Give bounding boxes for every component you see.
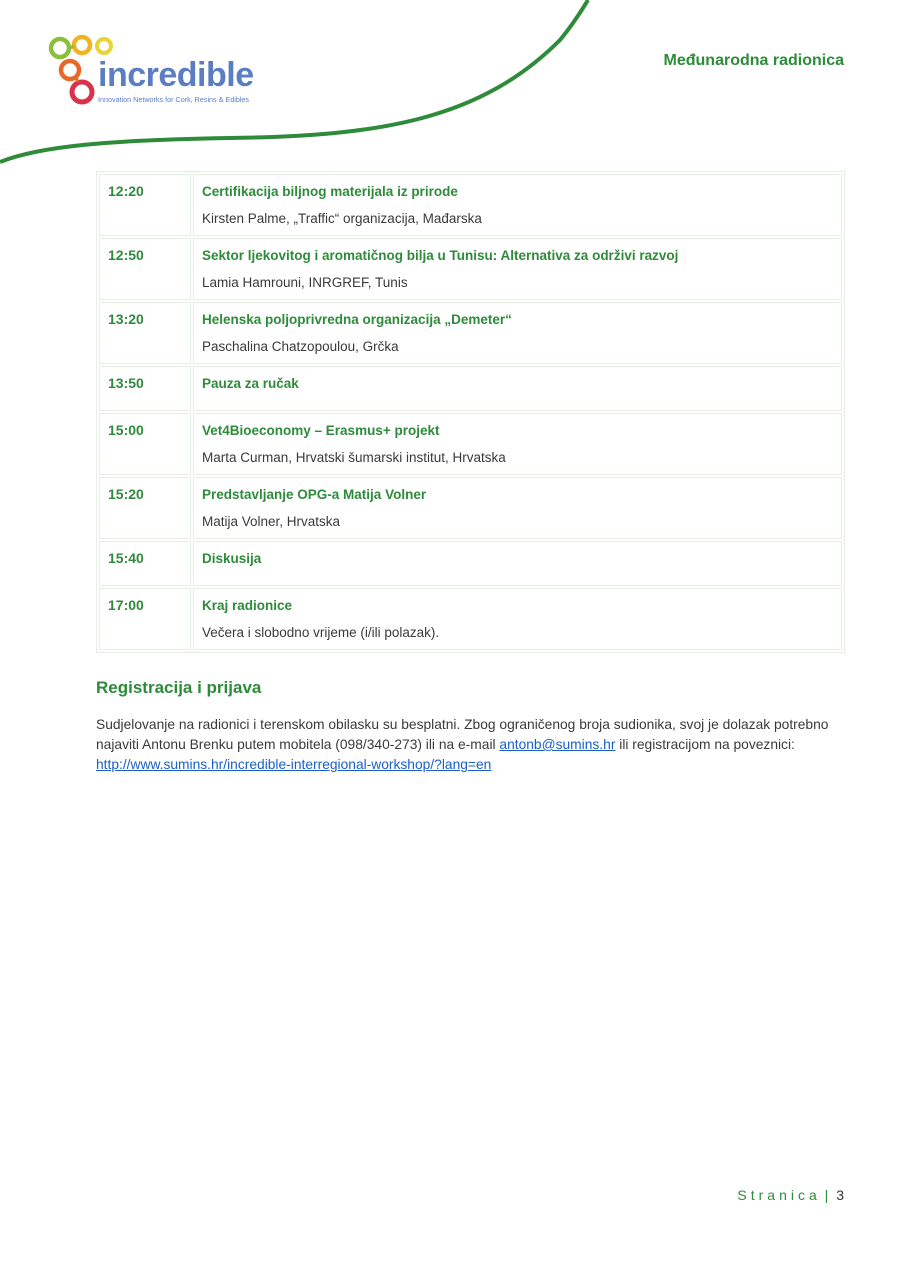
session-title: Kraj radionice (202, 598, 293, 613)
schedule-row (99, 413, 842, 475)
schedule-time: 12:50 (99, 238, 191, 300)
schedule-time: 13:20 (99, 302, 191, 364)
schedule-details (193, 541, 842, 586)
page-separator: | (824, 1187, 829, 1203)
schedule-details (193, 366, 842, 411)
session-title: Predstavljanje OPG-a Matija Volner (202, 487, 427, 502)
session-title: Helenska poljoprivredna organizacija „Demeter“ (202, 312, 512, 327)
schedule-time: 15:00 (99, 413, 191, 475)
page-footer (737, 1187, 844, 1203)
session-speaker: Marta Curman, Hrvatski šumarski institut, Hrvatska (202, 450, 506, 465)
session-speaker: Lamia Hamrouni, INRGREF, Tunis (202, 275, 408, 290)
schedule-time: 15:20 (99, 477, 191, 539)
schedule-time: 15:40 (99, 541, 191, 586)
schedule-row (99, 238, 842, 300)
logo-tagline: Innovation Networks for Cork, Resins & Edibles (98, 95, 250, 104)
registration-text-continued: ili registracijom na poveznici: (615, 737, 795, 752)
schedule-details (193, 174, 842, 236)
schedule-row (99, 366, 842, 411)
schedule-time: 12:20 (99, 174, 191, 236)
schedule-details (193, 302, 842, 364)
page-number: 3 (836, 1187, 844, 1203)
schedule-time: 13:50 (99, 366, 191, 411)
schedule-row (99, 541, 842, 586)
registration-paragraph (96, 715, 846, 775)
registration-heading: Registracija i prijava (96, 678, 262, 697)
schedule-details (193, 413, 842, 475)
session-title: Vet4Bioeconomy – Erasmus+ projekt (202, 423, 440, 438)
page-header-title: Međunarodna radionica (663, 52, 844, 69)
session-title: Sektor ljekovitog i aromatičnog bilja u Tunisu: Alternativa za održivi razvoj (202, 248, 679, 263)
session-speaker: Matija Volner, Hrvatska (202, 514, 341, 529)
session-title: Diskusija (202, 551, 262, 566)
schedule-row (99, 477, 842, 539)
session-speaker: Paschalina Chatzopoulou, Grčka (202, 339, 399, 354)
session-title: Certifikacija biljnog materijala iz prirode (202, 184, 458, 199)
session-title: Pauza za ručak (202, 376, 299, 391)
registration-text: Sudjelovanje na radionici i terenskom obilasku su besplatni. Zbog ograničenog broja sudionika, svoj je dolazak potrebno najaviti Antonu Brenku putem mobitela (098/340-273) ili na e-mail (96, 717, 829, 752)
schedule-time: 17:00 (99, 588, 191, 650)
email-link[interactable]: antonb@sumins.hr (499, 737, 616, 752)
registration-url-link[interactable]: http://www.sumins.hr/incredible-interregional-workshop/?lang=en (96, 757, 492, 772)
session-speaker: Večera i slobodno vrijeme (i/ili polazak). (202, 625, 440, 640)
schedule-row (99, 174, 842, 236)
page-label: Stranica (737, 1187, 821, 1203)
schedule-table (96, 171, 845, 653)
schedule-details (193, 477, 842, 539)
schedule-row (99, 302, 842, 364)
schedule-details (193, 238, 842, 300)
incredible-logo (48, 34, 278, 114)
session-speaker: Kirsten Palme, „Traffic“ organizacija, Mađarska (202, 211, 482, 226)
schedule-row (99, 588, 842, 650)
logo-wordmark: incredible (98, 56, 254, 94)
schedule-details (193, 588, 842, 650)
